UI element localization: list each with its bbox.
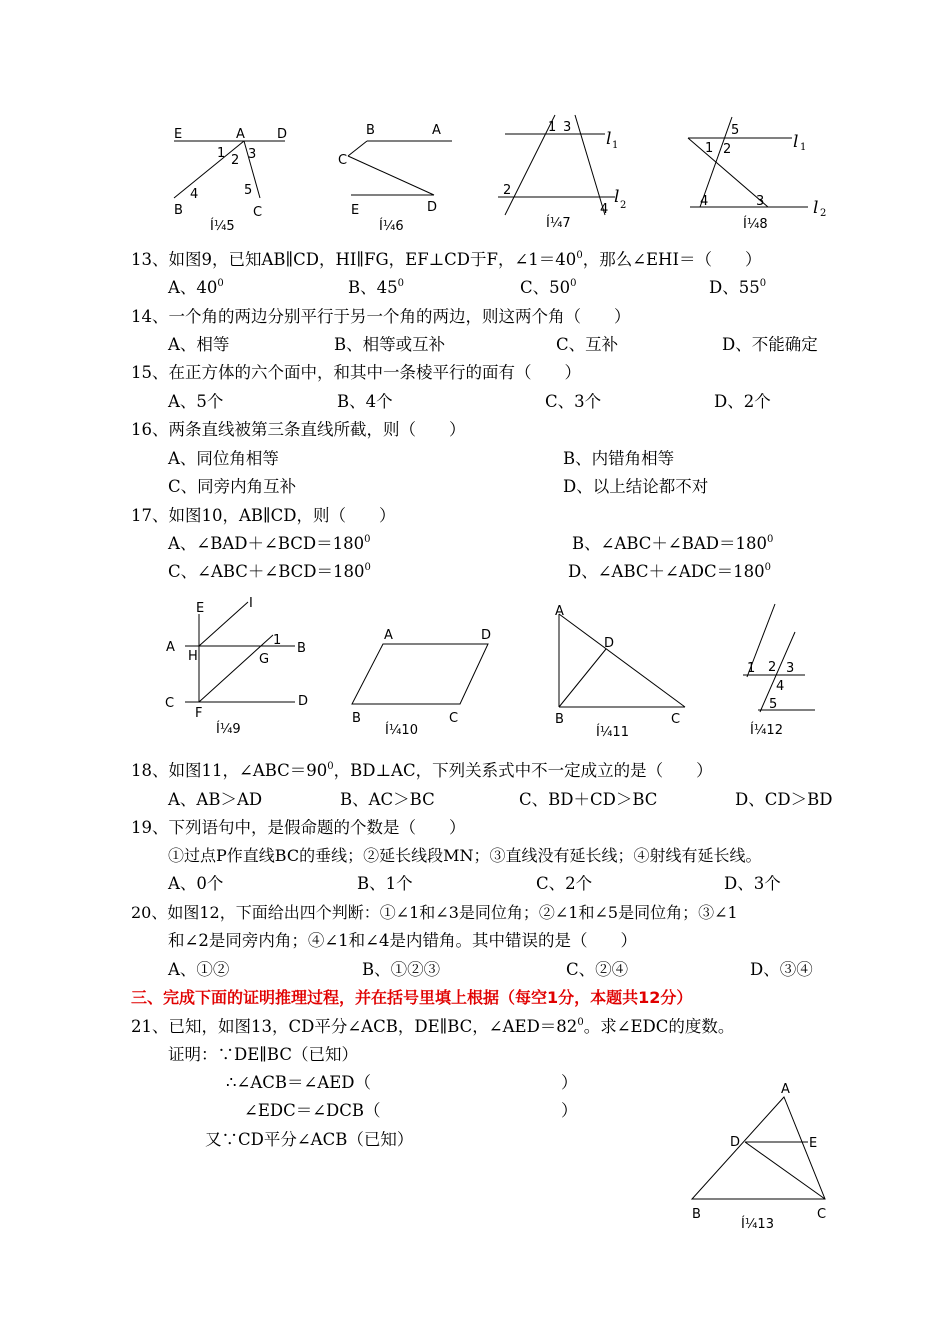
fig7-label: 2 — [503, 183, 512, 198]
fig13-label: E — [809, 1136, 818, 1151]
fig8-label: 2 — [820, 208, 827, 219]
fig10-caption: Í¼10 — [385, 723, 418, 738]
fig5-label: D — [277, 127, 288, 142]
q20-stem-cont: 和∠2是同旁内角；④∠1和∠4是内错角。其中错误的是（ ） — [168, 931, 637, 950]
q18-option-a[interactable]: A、AB＞AD — [168, 790, 263, 809]
proof-line-2: ∴∠ACB＝∠AED（ — [226, 1073, 372, 1092]
fig13-label: D — [730, 1135, 741, 1150]
fig13-caption: Í¼13 — [741, 1217, 774, 1232]
fig5-label: E — [174, 127, 183, 142]
fig8-label: 5 — [731, 123, 740, 138]
fig7-label: 1 — [612, 140, 619, 151]
q20-stem: 20、如图12，下面给出四个判断：①∠1和∠3是同位角；②∠1和∠5是同位角；③∠1 — [131, 903, 738, 922]
fig13-label: C — [817, 1207, 827, 1222]
fig5-caption: Í¼5 — [210, 219, 235, 234]
q17-option-d[interactable]: D、$\angle ABC+\angle ADC=180^0$ — [568, 562, 771, 581]
q19-statements: ①过点P作直线BC的垂线；②延长线段MN；③直线没有延长线；④射线有延长线。 — [168, 846, 762, 865]
q13-option-a[interactable]: A、$40^0$ — [168, 278, 224, 297]
fig5-label: 4 — [190, 187, 199, 202]
fig9-label: G — [259, 652, 270, 667]
figures-9-12 — [155, 592, 855, 742]
q17-stem: 17、如图10，AB∥CD，则（ ） — [131, 506, 396, 525]
fig7-label: l — [606, 129, 612, 149]
q20-option-c[interactable]: C、②④ — [566, 960, 629, 979]
fig12-caption: Í¼12 — [750, 723, 783, 738]
q19-stem: 19、下列语句中，是假命题的个数是（ ） — [131, 818, 466, 837]
q16-option-d[interactable]: D、以上结论都不对 — [563, 477, 709, 496]
q18-option-b[interactable]: B、AC＞BC — [340, 790, 435, 809]
q17-option-b[interactable]: B、$\angle ABC+\angle BAD=180^0$ — [572, 534, 774, 553]
fig8-label: 1 — [800, 142, 807, 153]
q14-option-d[interactable]: D、不能确定 — [722, 335, 818, 354]
q15-option-b[interactable]: B、4个 — [337, 392, 393, 411]
fig7-label: 2 — [620, 200, 627, 211]
fig6-label: D — [427, 200, 438, 215]
q14-stem: 14、一个角的两边分别平行于另一个角的两边，则这两个角（ ） — [131, 307, 631, 326]
fig12-label: 3 — [786, 661, 795, 676]
fig5-label: 3 — [248, 147, 257, 162]
q17-option-c[interactable]: C、$\angle ABC+\angle BCD=180^0$ — [168, 562, 371, 581]
q19-option-c[interactable]: C、2个 — [536, 874, 593, 893]
fig6-label: A — [432, 123, 441, 138]
fig8-label: 3 — [756, 194, 765, 209]
fig11-label: C — [671, 712, 681, 727]
fig9-label: H — [188, 649, 198, 664]
q19-option-a[interactable]: A、0个 — [168, 874, 224, 893]
fig9-label: I — [249, 596, 253, 611]
q13-stem: 13、如图9，已知AB∥CD，HI∥FG，EF⊥CD于F，$\angle 1=40^0$，那么∠EHI＝（ ） — [131, 250, 762, 269]
proof-line-3-close: ） — [561, 1101, 578, 1120]
q15-stem: 15、在正方体的六个面中，和其中一条棱平行的面有（ ） — [131, 363, 581, 382]
q14-option-c[interactable]: C、互补 — [556, 335, 619, 354]
fig11-label: B — [555, 712, 564, 727]
q13-option-d[interactable]: D、$55^0$ — [709, 278, 767, 297]
fig6-label: E — [351, 203, 360, 218]
fig6-label: C — [338, 153, 348, 168]
fig9-label: 1 — [273, 633, 282, 648]
fig7-label: 1 — [548, 120, 557, 135]
q14-option-b[interactable]: B、相等或互补 — [334, 335, 446, 354]
q16-option-c[interactable]: C、同旁内角互补 — [168, 477, 297, 496]
q20-option-d[interactable]: D、③④ — [750, 960, 813, 979]
fig7-caption: Í¼7 — [546, 216, 571, 231]
fig12-label: 5 — [769, 697, 778, 712]
fig6-label: B — [366, 123, 375, 138]
fig13-label: B — [692, 1207, 701, 1222]
q20-option-b[interactable]: B、①②③ — [362, 960, 441, 979]
q15-option-c[interactable]: C、3个 — [545, 392, 602, 411]
q20-option-a[interactable]: A、①② — [168, 960, 230, 979]
proof-line-3: ∠EDC＝∠DCB（ — [244, 1101, 381, 1120]
q19-option-b[interactable]: B、1个 — [357, 874, 413, 893]
fig8-caption: Í¼8 — [743, 217, 768, 232]
q18-stem: 18、如图11，$\angle ABC=90^0$，BD⊥AC，下列关系式中不一定成立的是（ ） — [131, 761, 713, 780]
fig9-caption: Í¼9 — [216, 722, 241, 737]
fig9-label: D — [298, 694, 309, 709]
fig10-label: A — [384, 628, 393, 643]
fig5-label: 1 — [217, 146, 226, 161]
fig8-label: 2 — [723, 142, 732, 157]
q18-option-d[interactable]: D、CD＞BD — [735, 790, 833, 809]
fig5-label: 5 — [244, 183, 253, 198]
q16-option-a[interactable]: A、同位角相等 — [168, 449, 279, 468]
figures-5-8 — [160, 110, 860, 235]
q16-option-b[interactable]: B、内错角相等 — [563, 449, 675, 468]
fig8-label: l — [793, 132, 799, 152]
q14-option-a[interactable]: A、相等 — [168, 335, 230, 354]
fig12-label: 4 — [776, 679, 785, 694]
q18-option-c[interactable]: C、BD＋CD＞BC — [519, 790, 658, 809]
q21-stem: 21、已知，如图13，CD平分∠ACB，DE∥BC，$\angle AED=82^0$。求∠EDC的度数。 — [131, 1017, 735, 1036]
fig8-label: l — [813, 198, 819, 218]
fig5-label: C — [253, 205, 263, 220]
fig11-label: A — [555, 604, 564, 619]
fig7-label: 4 — [600, 202, 609, 217]
section-3-heading: 三、完成下面的证明推理过程，并在括号里填上根据（每空1分，本题共12分） — [131, 988, 693, 1007]
proof-line-2-close: ） — [561, 1073, 578, 1092]
fig10-label: C — [449, 711, 459, 726]
fig5-label: B — [174, 203, 183, 218]
fig10-label: B — [352, 711, 361, 726]
fig9-label: F — [195, 706, 203, 721]
fig6-caption: Í¼6 — [379, 219, 404, 234]
proof-line-4: 又∵CD平分∠ACB（已知） — [205, 1130, 414, 1149]
fig7-label: 3 — [563, 120, 572, 135]
q15-option-a[interactable]: A、5个 — [168, 392, 224, 411]
fig10-label: D — [481, 628, 492, 643]
fig13-label: A — [781, 1082, 790, 1097]
q15-option-d[interactable]: D、2个 — [714, 392, 771, 411]
fig9-label: A — [166, 640, 175, 655]
fig12-label: 2 — [768, 660, 777, 675]
fig5-label: A — [236, 127, 245, 142]
figure-13 — [680, 1075, 850, 1235]
fig5-label: 2 — [231, 153, 240, 168]
q13-option-c[interactable]: C、$50^0$ — [520, 278, 577, 297]
fig12-label: 1 — [747, 661, 756, 676]
q13-option-b[interactable]: B、$45^0$ — [348, 278, 404, 297]
proof-line-1: 证明：∵DE∥BC（已知） — [168, 1045, 358, 1064]
q19-option-d[interactable]: D、3个 — [724, 874, 781, 893]
fig7-label: l — [614, 187, 620, 207]
fig11-caption: Í¼11 — [596, 725, 629, 740]
fig8-label: 4 — [700, 194, 709, 209]
q16-stem: 16、两条直线被第三条直线所截，则（ ） — [131, 420, 466, 439]
fig9-label: C — [165, 696, 175, 711]
q17-option-a[interactable]: A、$\angle BAD+\angle BCD=180^0$ — [168, 534, 371, 553]
fig8-label: 1 — [705, 141, 714, 156]
fig9-label: B — [297, 641, 306, 656]
fig9-label: E — [196, 601, 205, 616]
fig11-label: D — [604, 636, 615, 651]
